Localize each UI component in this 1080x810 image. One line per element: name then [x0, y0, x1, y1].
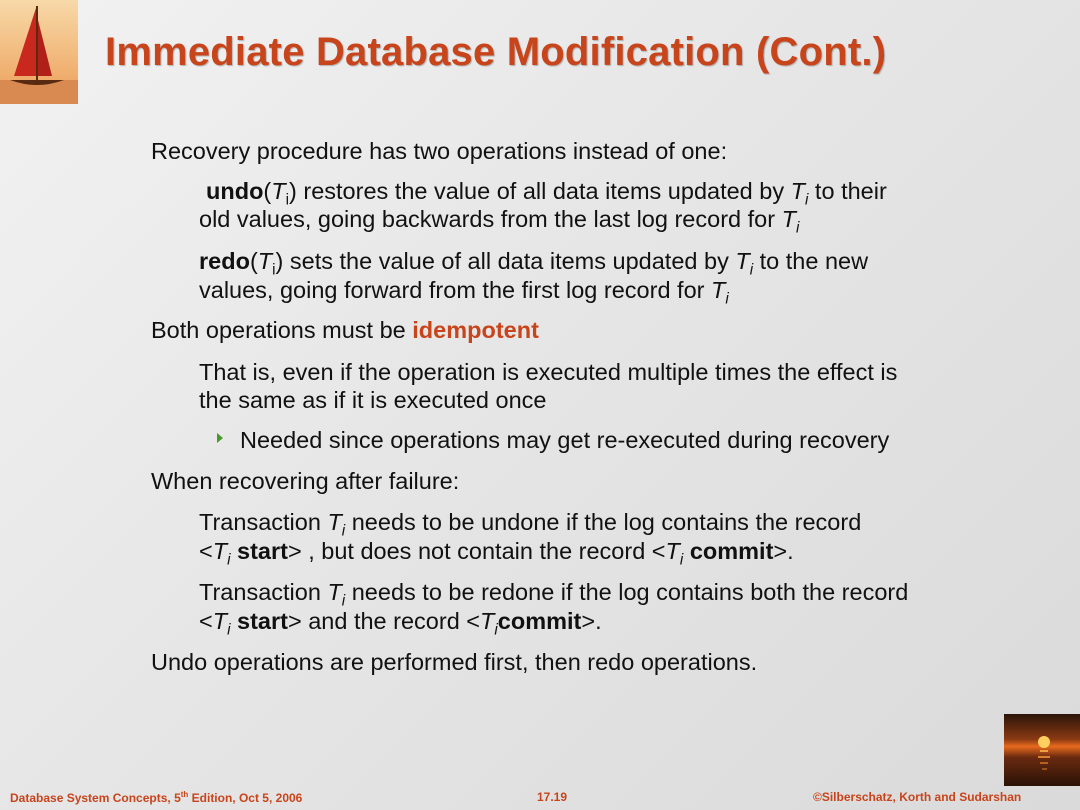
- paren: (: [249, 248, 258, 274]
- commit-keyword: commit: [689, 538, 774, 564]
- t-symbol: T: [212, 608, 228, 634]
- i-subscript: i: [272, 261, 276, 279]
- t-symbol: T: [327, 579, 342, 605]
- slide-title: Immediate Database Modification (Cont.): [105, 30, 887, 74]
- i-subscript: i: [285, 191, 290, 209]
- undone-pre: Transaction: [199, 509, 328, 535]
- subbullet-that-is-line1: That is, even if the operation is executed multiple times the effect is: [199, 359, 898, 385]
- undo-text: restores the value of all data items updated by: [296, 178, 791, 204]
- i-subscript: i: [805, 191, 809, 209]
- footer-book-post: Edition, Oct 5, 2006: [188, 791, 303, 805]
- idempotent-pre: Both operations must be: [151, 317, 413, 343]
- bullet-undo-first: Undo operations are performed first, then redo operations.: [151, 649, 758, 675]
- i-subscript: i: [725, 290, 729, 308]
- redo-text-line2: values, going forward from the first log record for: [199, 277, 711, 303]
- i-subscript: i: [749, 261, 754, 279]
- idempotent-highlight: idempotent: [412, 317, 539, 343]
- bullet-recovery-procedure: Recovery procedure has two operations instead of one:: [151, 138, 728, 164]
- redone-end: >.: [581, 608, 602, 634]
- redone-pre: Transaction: [199, 579, 328, 605]
- i-subscript: i: [679, 551, 684, 569]
- undone-mid: > , but does not contain the record <: [287, 538, 666, 564]
- paren: ): [275, 248, 284, 274]
- bullet-idempotent: [151, 316, 539, 344]
- redone-mid: > and the record <: [287, 608, 481, 634]
- subsubbullet-reexecuted: Needed since operations may get re-executed during recovery: [240, 427, 890, 453]
- undone-text: needs to be undone if the log contains the record: [345, 509, 862, 535]
- i-subscript: i: [341, 522, 346, 540]
- subbullet-that-is-line2: the same as if it is executed once: [199, 387, 547, 413]
- arrow-bullet-icon: [217, 433, 223, 443]
- i-subscript: i: [227, 621, 231, 639]
- commit-keyword: commit: [497, 608, 582, 634]
- i-subscript: i: [494, 621, 498, 639]
- subbullet-redone-line2: [199, 607, 602, 645]
- paren: (: [263, 178, 272, 204]
- footer-book-title: [10, 790, 302, 805]
- t-symbol: T: [711, 277, 726, 303]
- t-symbol: T: [480, 608, 495, 634]
- lt-symbol: <: [199, 538, 213, 564]
- subbullet-redo-line2: [199, 276, 729, 314]
- undo-keyword: undo: [206, 178, 264, 204]
- start-keyword: start: [237, 608, 288, 634]
- subbullet-undone-line2: [199, 537, 794, 575]
- lt-symbol: <: [199, 608, 213, 634]
- paren: ): [289, 178, 297, 204]
- t-symbol: T: [665, 538, 680, 564]
- i-subscript: i: [341, 592, 346, 610]
- sunset-image: [1004, 714, 1080, 786]
- bullet-when-recovering: When recovering after failure:: [151, 468, 460, 494]
- t-symbol: T: [271, 178, 286, 204]
- t-symbol: T: [257, 248, 273, 274]
- footer-superscript: th: [180, 790, 189, 799]
- i-subscript: i: [227, 551, 231, 569]
- redo-text: sets the value of all data items updated by: [283, 248, 736, 274]
- t-symbol: T: [781, 206, 796, 232]
- t-symbol: T: [327, 509, 342, 535]
- footer-book-pre: Database System Concepts, 5: [10, 791, 181, 805]
- undo-text-line2: old values, going backwards from the last log record for: [199, 206, 782, 232]
- t-symbol: T: [790, 178, 805, 204]
- undone-end: >.: [773, 538, 794, 564]
- footer-copyright: ©Silberschatz, Korth and Sudarshan: [813, 790, 1022, 804]
- redone-text: needs to be redone if the log contains both the record: [345, 579, 909, 605]
- t-symbol: T: [212, 538, 228, 564]
- footer-page-number: 17.19: [537, 790, 568, 804]
- start-keyword: start: [237, 538, 288, 564]
- undo-text-end: to their: [808, 178, 887, 204]
- redo-keyword: redo: [199, 248, 250, 274]
- redo-text-end: to the new: [753, 248, 869, 274]
- subbullet-undo-line2: [199, 205, 799, 243]
- i-subscript: i: [795, 219, 800, 237]
- t-symbol: T: [735, 248, 750, 274]
